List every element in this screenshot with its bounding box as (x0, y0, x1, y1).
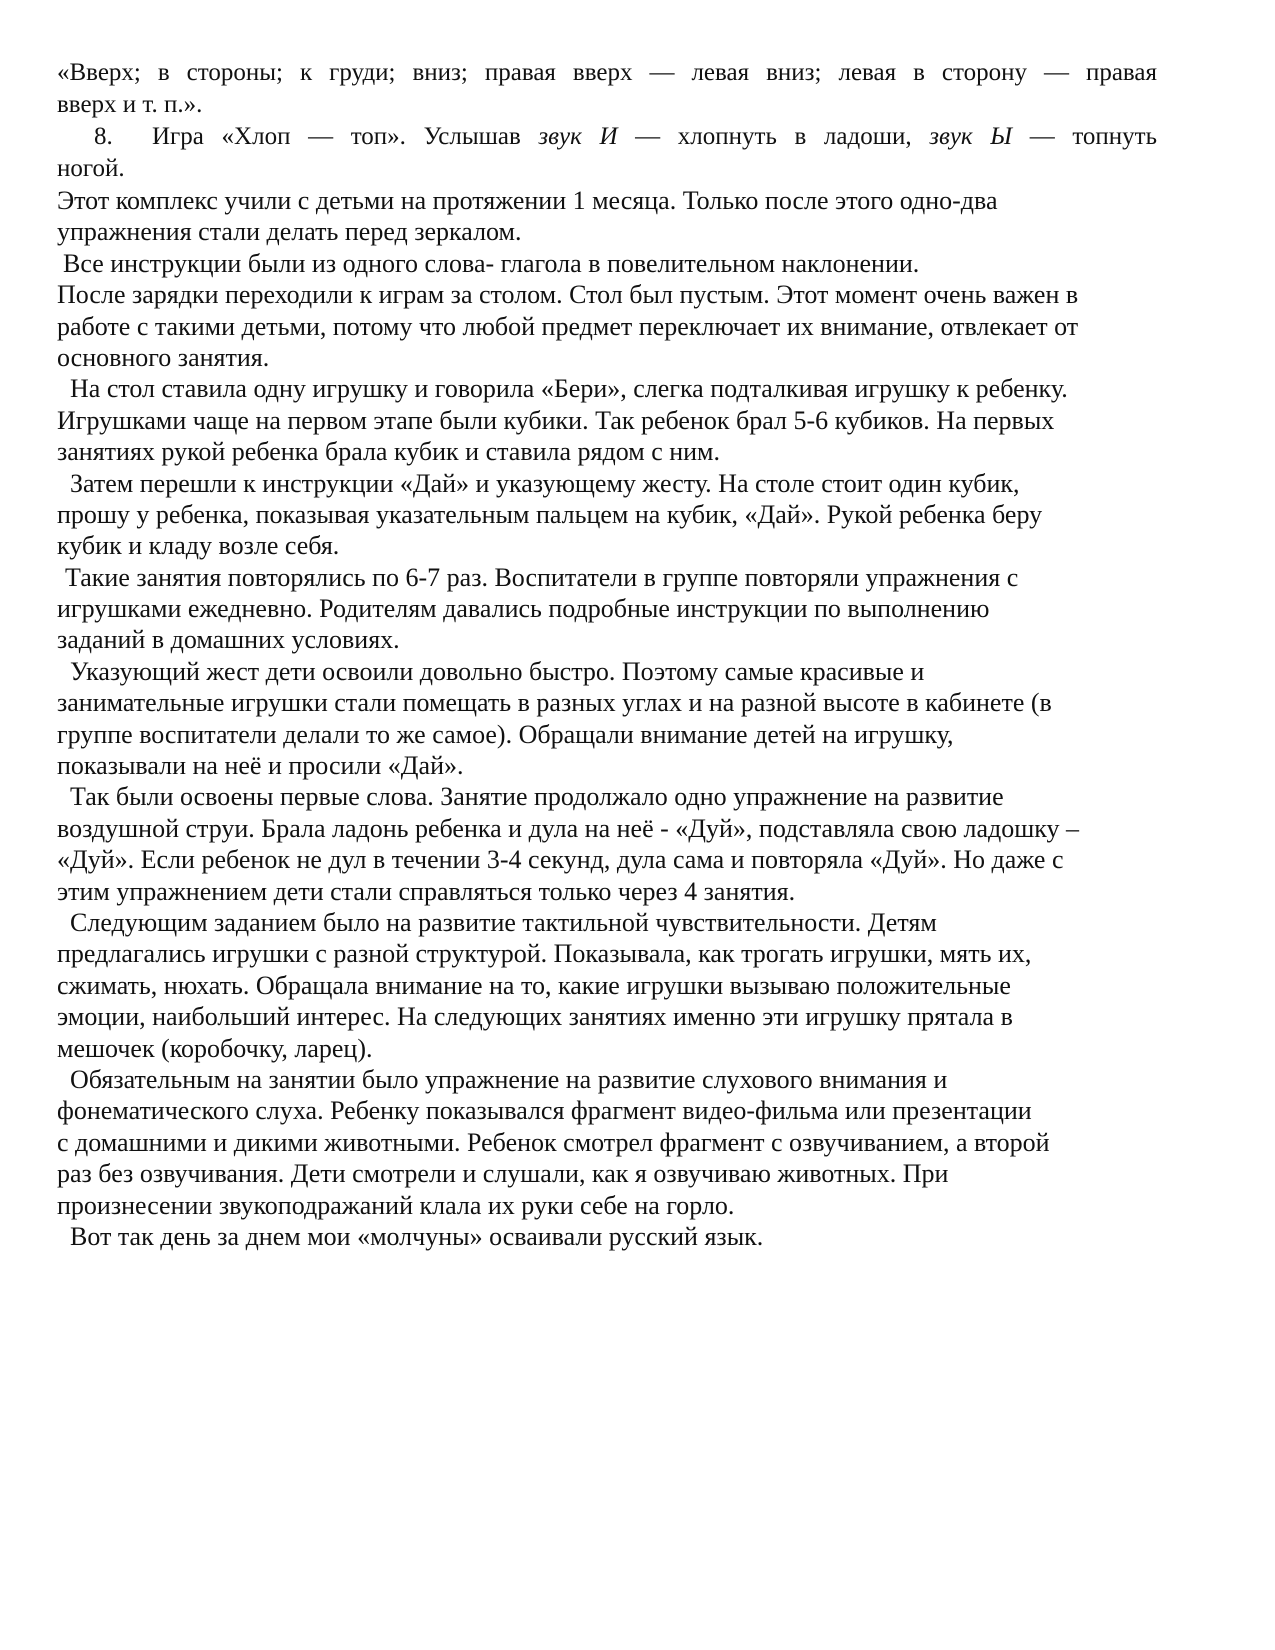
text-line: Вот так день за днем мои «молчуны» осваивали русский язык. (70, 1221, 764, 1251)
text-line: «Дуй». Если ребенок не дул в течении 3-4 секунд, дула сама и повторяла «Дуй». Но даже с (57, 845, 1064, 875)
item-8-line-2: ногой. (57, 155, 125, 182)
text-line: эмоции, наибольший интерес. На следующих занятиях именно эти игрушку прятала в (57, 1002, 1013, 1032)
text-line: группе воспитатели делали то же самое). Обращали внимание детей на игрушку, (57, 719, 954, 749)
item-8-italic-a: звук И (538, 123, 618, 150)
item-7-continuation-line-2: вверх и т. п.». (57, 91, 203, 118)
text-line: Игрушками чаще на первом этапе были кубики. Так ребенок брал 5-6 кубиков. На первых (57, 405, 1055, 435)
text-line: Указующий жест дети освоили довольно быстро. Поэтому самые красивые и (70, 656, 925, 686)
text-line: занятиях рукой ребенка брала кубик и ставила рядом с ним. (57, 437, 721, 467)
text-line: показывали на неё и просили «Дай». (57, 751, 464, 781)
text-line: Следующим заданием было на развитие тактильной чувствительности. Детям (70, 907, 937, 937)
text-line: прошу у ребенка, показывая указательным пальцем на кубик, «Дай». Рукой ребенка беру (57, 499, 1043, 529)
item-7-continuation-line-1: «Вверх; в стороны; к груди; вниз; правая вверх — левая вниз; левая в сторону — правая (57, 59, 1157, 86)
text-line: Такие занятия повторялись по 6-7 раз. Воспитатели в группе повторяли упражнения с (65, 562, 1019, 592)
text-line: сжимать, нюхать. Обращала внимание на то, какие игрушки вызываю положительные (57, 970, 1011, 1000)
item-8-text-c: — топнуть (1012, 123, 1158, 150)
text-line: игрушками ежедневно. Родителям давались подробные инструкции по выполнению (57, 594, 990, 624)
body-text (57, 185, 1237, 1252)
text-line: После зарядки переходили к играм за столом. Стол был пустым. Этот момент очень важен в (57, 280, 1079, 310)
text-line: работе с такими детьми, потому что любой предмет переключает их внимание, отвлекает от (57, 311, 1079, 341)
item-8-italic-b: звук Ы (929, 123, 1013, 150)
text-line: воздушной струи. Брала ладонь ребенка и дула на неё - «Дуй», подставляла свою ладошку – (57, 813, 1080, 843)
text-line: Обязательным на занятии было упражнение на развитие слухового внимания и (70, 1064, 948, 1094)
item-8-text-b: — хлопнуть в ладоши, (617, 123, 930, 150)
text-line: кубик и кладу возле себя. (57, 531, 340, 561)
text-line: На стол ставила одну игрушку и говорила «Бери», слегка подталкивая игрушку к ребенку. (70, 374, 1068, 404)
text-line: мешочек (коробочку, ларец). (57, 1033, 373, 1063)
text-line: заданий в домашних условиях. (57, 625, 400, 655)
text-line: Так были освоены первые слова. Занятие продолжало одно упражнение на развитие (70, 782, 1004, 812)
text-line: произнесении звукоподражаний клала их руки себе на горло. (57, 1190, 735, 1220)
text-line: упражнения стали делать перед зеркалом. (57, 217, 522, 247)
text-line: фонематического слуха. Ребенку показывался фрагмент видео-фильма или презентации (57, 1096, 1032, 1126)
text-line: с домашними и дикими животными. Ребенок смотрел фрагмент с озвучиванием, а второй (57, 1127, 1050, 1157)
text-line: основного занятия. (57, 342, 270, 372)
item-8-number: 8. (94, 123, 113, 150)
item-8-line-1 (57, 121, 1157, 152)
text-line: занимательные игрушки стали помещать в разных углах и на разной высоте в кабинете (в (57, 688, 1052, 718)
text-line: раз без озвучивания. Дети смотрели и слушали, как я озвучиваю животных. При (57, 1159, 949, 1189)
text-line: Затем перешли к инструкции «Дай» и указующему жесту. На столе стоит один кубик, (70, 468, 1020, 498)
item-8-text-a: Игра «Хлоп — топ». Услышав (152, 123, 539, 150)
text-line: Этот комплекс учили с детьми на протяжении 1 месяца. Только после этого одно-два (57, 186, 998, 215)
text-line: Все инструкции были из одного слова- глагола в повелительном наклонении. (63, 248, 920, 278)
text-line: этим упражнением дети стали справляться только через 4 занятия. (57, 876, 796, 906)
text-line: предлагались игрушки с разной структурой. Показывала, как трогать игрушки, мять их, (57, 939, 1032, 969)
